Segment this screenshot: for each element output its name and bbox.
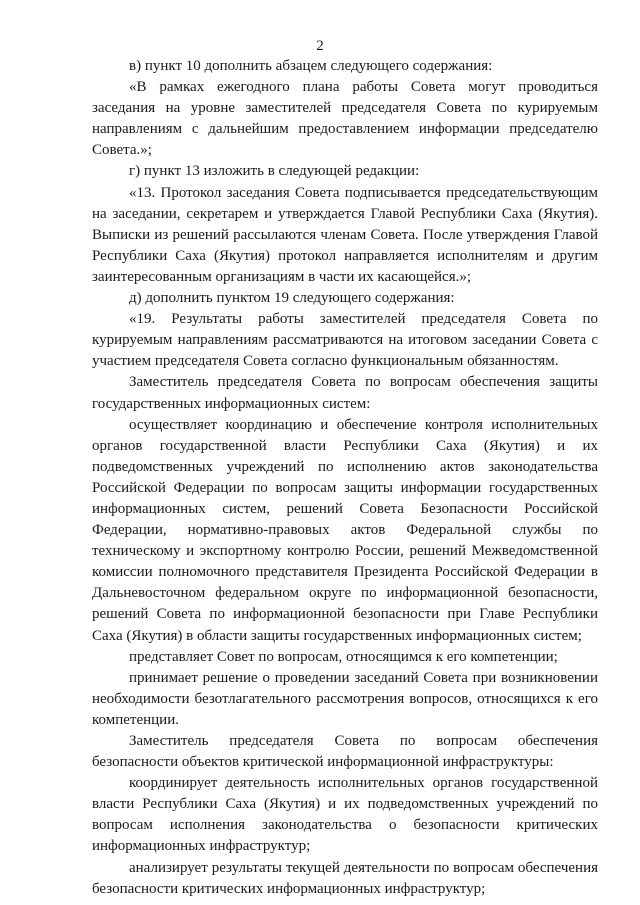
paragraph: Заместитель председателя Совета по вопросам обеспечения безопасности объектов критической информационной инфраструктуры:: [92, 733, 598, 771]
paragraph: осуществляет координацию и обеспечение контроля исполнительных органов государственной власти Республики Саха (Якутия) и их подведомственных учреждений по исполнению актов законодательства Российской Федерации по вопросам защиты информации государственных информационных систем, решений Совета Безопасности Российской Федерации, нормативно-правовых актов Федеральной службы по техническому и экспортному контролю России, решений Межведомственной комиссии полномочного представителя Президента Российской Федерации в Дальневосточном федеральном округе по информационной безопасности, решений Совета по информационной безопасности при Главе Республики Саха (Якутия) в области защиты государственных информационных систем;: [92, 416, 598, 644]
paragraph: принимает решение о проведении заседаний Совета при возникновении необходимости безотлагательного рассмотрения вопросов, относящихся к его компетенции.: [92, 669, 598, 728]
paragraph: «В рамках ежегодного плана работы Совета могут проводиться заседания на уровне заместителей председателя Совета по курируемым направлениям с дальнейшим предоставлением информации председателю Совета.»;: [92, 79, 598, 159]
paragraph: д) дополнить пунктом 19 следующего содержания:: [129, 290, 455, 307]
paragraph: в) пункт 10 дополнить абзацем следующего содержания:: [129, 58, 493, 74]
paragraph: г) пункт 13 изложить в следующей редакции:: [129, 163, 420, 180]
paragraph: «13. Протокол заседания Совета подписывается председательствующим на заседании, секретарем и утверждается Главой Республики Саха (Якутия). Выписки из решений рассылаются членам Совета. После утверждения Главой Республики Саха (Якутия) протокол направляется исполнителям и другим заинтересованным организациям в части их касающейся.»;: [92, 184, 598, 285]
paragraph: анализирует результаты текущей деятельности по вопросам обеспечения безопасности критических информационных инфраструктур;: [92, 859, 598, 897]
paragraph: координирует деятельность исполнительных органов государственной власти Республики Саха (Якутия) и их подведомственных учреждений по вопросам исполнения законодательства о безопасности критических информационных инфраструктур;: [92, 775, 598, 855]
paragraph: «19. Результаты работы заместителей председателя Совета по курируемым направлениям рассматриваются на итоговом заседании Совета с участием председателя Совета согласно функциональным обязанностям.: [92, 311, 598, 370]
document-body: [92, 56, 598, 900]
paragraph: Заместитель председателя Совета по вопросам обеспечения защиты государственных информационных систем:: [92, 374, 598, 412]
paragraph: представляет Совет по вопросам, относящимся к его компетенции;: [129, 648, 558, 665]
page-number: 2: [316, 38, 324, 54]
